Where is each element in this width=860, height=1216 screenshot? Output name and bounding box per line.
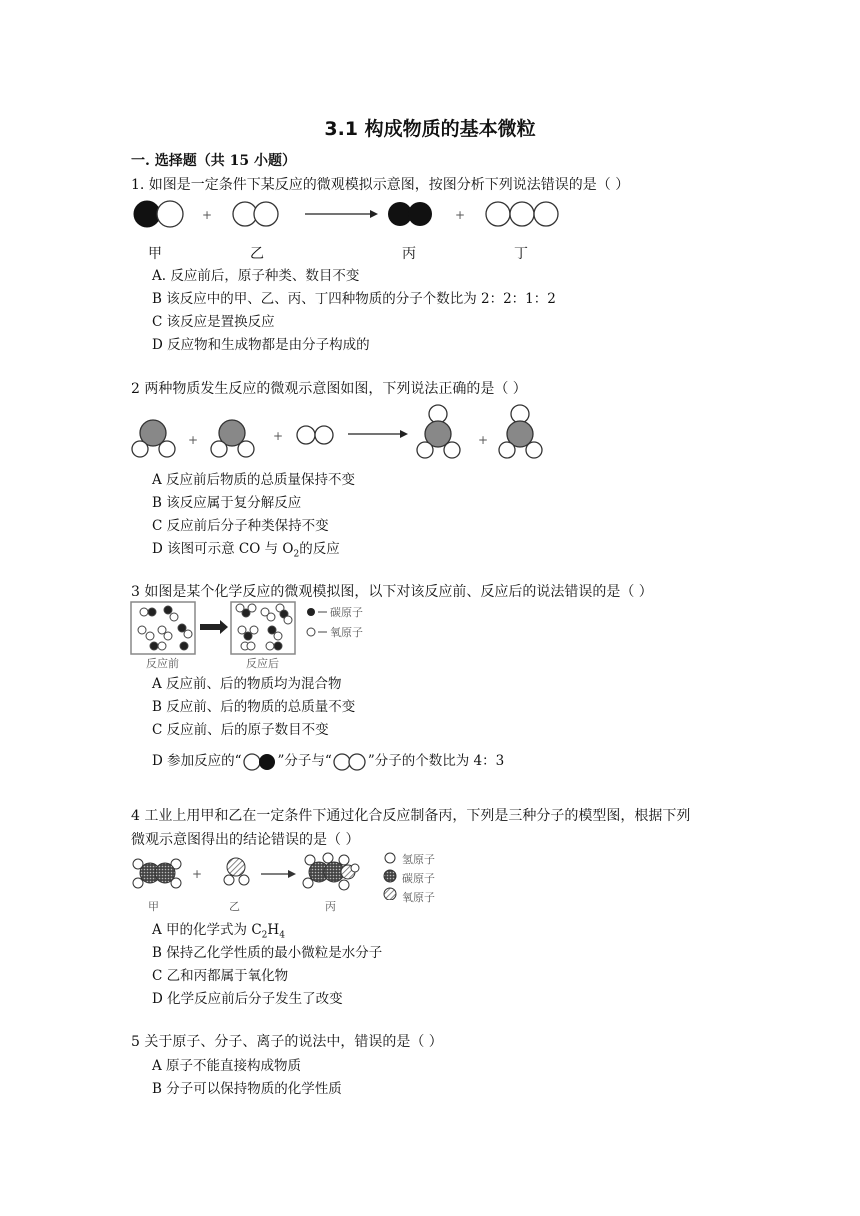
q1-label-bing: 丙 [402,246,416,262]
q1-label-ding: 丁 [514,246,528,262]
q3-option-a: A 反应前、后的物质均为混合物 [152,676,342,692]
co-molecule-icon [242,752,278,772]
q3-legend-carbon: 碳原子 [330,606,363,619]
q4-option-a-text: A 甲的化学式为 C [152,922,262,938]
q3-caption-before: 反应前 [146,657,179,670]
q4-caption-bing: 丙 [325,900,336,913]
q4-legend-hydrogen: 氢原子 [402,853,435,866]
q2-option-d-subscript: 2 [293,549,300,560]
page-title: 3.1 构成物质的基本微粒 [324,118,536,140]
q3-option-c: C 反应前、后的原子数目不变 [152,722,329,738]
question-3-stem: 3 如图是某个化学反应的微观模拟图，以下对该反应前、反应后的说法错误的是（ ） [131,584,653,600]
svg-text:+: + [192,867,203,881]
svg-text:+: + [188,433,199,447]
q1-option-c: C 该反应是置换反应 [152,314,275,330]
svg-text:+: + [455,208,466,222]
q2-reaction-diagram [128,400,548,464]
q4-option-a [152,918,285,941]
q4-option-a-sub1: 2 [261,930,268,941]
q2-option-b: B 该反应属于复分解反应 [152,495,302,511]
q4-option-b: B 保持乙化学性质的最小微粒是水分子 [152,945,383,961]
q4-legend-carbon: 碳原子 [402,872,435,885]
q4-option-a-mid: H [267,922,280,938]
q3-legend-oxygen: 氧原子 [330,626,363,639]
q5-option-b: B 分子可以保持物质的化学性质 [152,1081,342,1097]
q1-label-yi: 乙 [250,246,264,262]
q3-caption-after: 反应后 [246,657,279,670]
q4-option-a-sub2: 4 [279,930,285,941]
question-4-stem-line2: 微观示意图得出的结论错误的是（ ） [131,832,360,848]
question-5-stem: 5 关于原子、分子、离子的说法中，错误的是（ ） [131,1034,443,1050]
section-heading: 一. 选择题（共 15 小题） [131,153,296,169]
q4-option-c: C 乙和丙都属于氧化物 [152,968,289,984]
q1-option-a: A. 反应前后，原子种类、数目不变 [152,268,360,284]
q5-option-a: A 原子不能直接构成物质 [152,1058,302,1074]
q4-option-d: D 化学反应前后分子发生了改变 [152,991,343,1007]
o2-molecule-icon [332,752,368,772]
q2-option-c: C 反应前后分子种类保持不变 [152,518,329,534]
q4-caption-yi: 乙 [229,900,240,913]
question-1-stem: 1. 如图是一定条件下某反应的微观模拟示意图，按图分析下列说法错误的是（ ） [131,177,630,193]
q2-option-d [152,537,340,560]
q1-option-b: B 该反应中的甲、乙、丙、丁四种物质的分子个数比为 2：2：1：2 [152,291,556,307]
q3-option-d [152,749,504,772]
q1-reaction-diagram [130,196,570,236]
q2-option-d-text: D 该图可示意 CO 与 O [152,541,294,557]
q2-option-d-suffix: 的反应 [299,541,340,557]
q1-label-jia: 甲 [148,246,162,262]
q3-option-d-text: D 参加反应的“ [152,753,242,769]
svg-text:+: + [478,433,489,447]
q3-option-d-suffix: ”分子的个数比为 4：3 [367,753,505,769]
q3-option-d-middle: ”分子与“ [277,753,332,769]
question-4-stem-line1: 4 工业上用甲和乙在一定条件下通过化合反应制备丙，下列是三种分子的模型图，根据下列 [131,808,691,824]
q2-option-a: A 反应前后物质的总质量保持不变 [152,472,356,488]
q4-caption-jia: 甲 [148,900,159,913]
q4-legend-oxygen: 氧原子 [402,891,435,904]
question-2-stem: 2 两种物质发生反应的微观示意图如图，下列说法正确的是（ ） [131,381,527,397]
q3-option-b: B 反应前、后的物质的总质量不变 [152,699,356,715]
q1-option-d: D 反应物和生成物都是由分子构成的 [152,337,370,353]
svg-text:+: + [202,208,213,222]
svg-text:+: + [273,429,284,443]
